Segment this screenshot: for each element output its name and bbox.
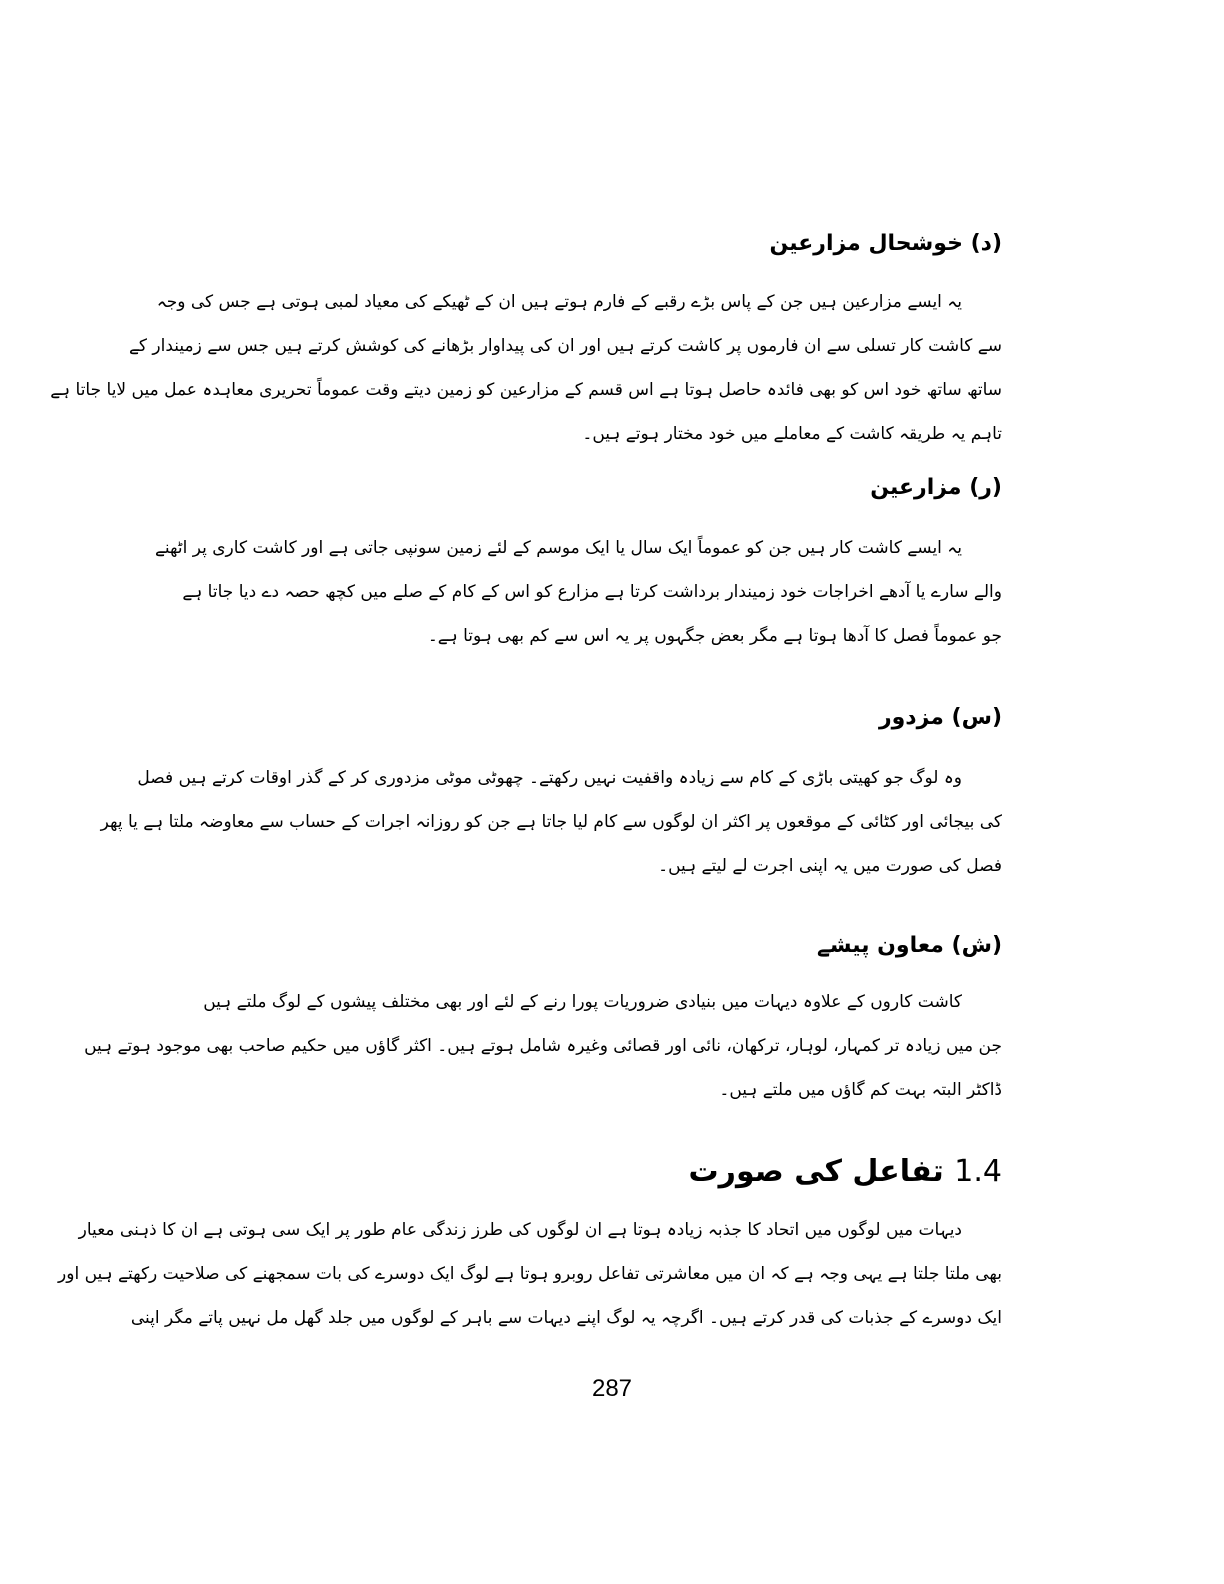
section-title — [214, 1150, 1002, 1194]
paragraph-line: جن میں زیادہ تر کمہار، لوہار، ترکھان، نائی اور قصائی وغیرہ شامل ہوتے ہیں۔ اکثر گاؤں میں حکیم صاحب بھی موجود ہوتے ہیں — [84, 1036, 1002, 1056]
section-body — [154, 526, 1002, 658]
section-number: 1.4 — [954, 1154, 1002, 1189]
page-number: 287 — [591, 1375, 633, 1402]
paragraph-line: وہ لوگ جو کھیتی باڑی کے کام سے زیادہ واقفیت نہیں رکھتے۔ چھوٹی موٹی مزدوری کر کے گذر اوقات کرتے ہیں فصل — [137, 768, 962, 788]
section-khushhal-mazareen — [214, 226, 1002, 262]
main-section-body — [58, 1208, 1002, 1340]
main-section-title — [214, 1150, 1002, 1194]
section-body — [50, 280, 1002, 456]
section-heading: (ش) معاون پیشے — [816, 933, 1002, 958]
paragraph-line: سے کاشت کار تسلی سے ان فارموں پر کاشت کرتے ہیں اور ان کی پیداوار بڑھانے کی کوشش کرتے ہیں جس سے زمیندار کے — [128, 336, 1002, 356]
paragraph-line: یہ ایسے مزارعین ہیں جن کے پاس بڑے رقبے کے فارم ہوتے ہیں ان کے ٹھیکے کی معیاد لمبی ہوتی ہے جس کی وجہ — [156, 292, 962, 312]
section-body — [100, 756, 1002, 888]
paragraph-line: دیہات میں لوگوں میں اتحاد کا جذبہ زیادہ ہوتا ہے ان لوگوں کی طرز زندگی عام طور پر ایک سی ہوتی ہے ان کا ذہنی معیار — [78, 1220, 962, 1240]
paragraph-line: جو عموماً فصل کا آدھا ہوتا ہے مگر بعض جگہوں پر یہ اس سے کم بھی ہوتا ہے۔ — [427, 626, 1002, 646]
section-heading: (د) خوشحال مزارعین — [769, 231, 1002, 256]
paragraph-line: ڈاکٹر البتہ بہت کم گاؤں میں ملتے ہیں۔ — [719, 1080, 1002, 1100]
section-muawin-peshay — [214, 928, 1002, 964]
paragraph-line: یہ ایسے کاشت کار ہیں جن کو عموماً ایک سال یا ایک موسم کے لئے زمین سونپی جاتی ہے اور کاشت کاری پر اٹھنے — [154, 538, 962, 558]
paragraph-line: ساتھ ساتھ خود اس کو بھی فائدہ حاصل ہوتا ہے اس قسم کے مزارعین کو زمین دیتے وقت عموماً تحریری معاہدہ عمل میں لایا جاتا ہے — [50, 380, 1002, 400]
paragraph-line: فصل کی صورت میں یہ اپنی اجرت لے لیتے ہیں۔ — [658, 856, 1002, 876]
paragraph-line: تاہم یہ طریقہ کاشت کے معاملے میں خود مختار ہوتے ہیں۔ — [582, 424, 1002, 444]
section-heading: (س) مزدور — [878, 705, 1002, 730]
paragraph-line: ایک دوسرے کے جذبات کی قدر کرتے ہیں۔ اگرچہ یہ لوگ اپنے دیہات سے باہر کے لوگوں میں جلد گھل مل نہیں پاتے مگر اپنی — [130, 1308, 1002, 1328]
paragraph-line: بھی ملتا جلتا ہے یہی وجہ ہے کہ ان میں معاشرتی تفاعل روبرو ہوتا ہے لوگ ایک دوسرے کی بات سمجھنے کی صلاحیت رکھتے ہیں اور — [58, 1264, 1002, 1284]
section-body — [84, 980, 1002, 1112]
section-heading: (ر) مزارعین — [870, 475, 1002, 500]
paragraph-line: والے سارے یا آدھے اخراجات خود زمیندار برداشت کرتا ہے مزارع کو اس کے کام کے صلے میں کچھ حصہ دے دیا جاتا ہے — [182, 582, 1002, 602]
section-title-text: تفاعل کی صورت — [688, 1154, 944, 1189]
paragraph-line: کاشت کاروں کے علاوہ دیہات میں بنیادی ضروریات پورا رنے کے لئے اور بھی مختلف پیشوں کے لوگ ملتے ہیں — [203, 992, 962, 1012]
paragraph-line: کی بیجائی اور کٹائی کے موقعوں پر اکثر ان لوگوں سے کام لیا جاتا ہے جن کو روزانہ اجرات کے حساب سے معاوضہ ملتا ہے یا پھر — [100, 812, 1002, 832]
section-mazareen — [214, 470, 1002, 506]
section-mazdoor — [214, 700, 1002, 736]
